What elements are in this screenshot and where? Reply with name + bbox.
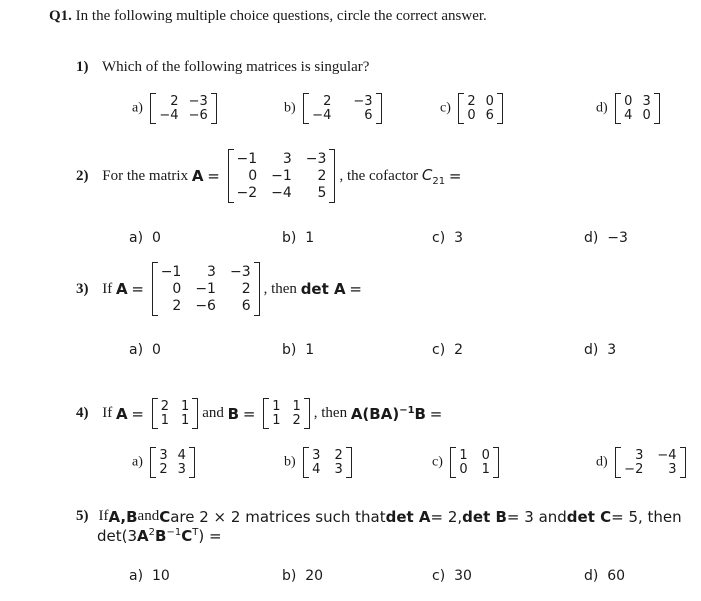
matrix-entry: 3 (668, 462, 677, 477)
matrix-entries (621, 93, 654, 124)
equals: = (131, 280, 144, 298)
question-text: For the matrix (102, 167, 189, 184)
matrix (150, 93, 216, 124)
q2-option-d[interactable]: d) −3 (584, 230, 628, 246)
matrix-entry: 6 (485, 108, 494, 123)
question-text: and (202, 405, 224, 421)
matrix-entry: 0 (624, 94, 633, 109)
matrix-entry: −1 (195, 281, 216, 297)
option-label: c) (440, 100, 451, 116)
q2-option-c[interactable]: c) 3 (432, 230, 463, 246)
question-text: , then (313, 405, 348, 421)
matrix-entry: 2 (292, 413, 301, 428)
matrix-entry: 3 (334, 462, 343, 477)
matrix-entry: 2 (172, 298, 182, 314)
matrix-entry: 6 (241, 298, 251, 314)
question-text: Which of the following matrices is singular? (101, 59, 370, 75)
matrix-entries (621, 447, 679, 478)
q1-option-b[interactable] (284, 93, 386, 124)
question-1 (76, 59, 369, 76)
matrix-entries (156, 447, 189, 478)
matrix-entry: −4 (271, 185, 292, 201)
matrix-entry: −6 (195, 298, 216, 314)
option-label: d) (596, 100, 608, 116)
matrix-entry: 2 (170, 94, 179, 109)
matrix-entry: 4 (624, 108, 633, 123)
question-number: 2) (76, 167, 89, 184)
q1-option-c[interactable] (440, 93, 507, 124)
matrix-entry: −3 (188, 94, 208, 109)
matrix-entries (309, 93, 375, 124)
option-label: a) (132, 100, 143, 116)
matrix-entry: 2 (317, 168, 327, 184)
title-text: In the following multiple choice questions, circle the correct answer. (75, 8, 487, 24)
question-4 (76, 398, 442, 429)
matrix-entries (156, 93, 210, 124)
q5-option-c[interactable]: c) 30 (432, 568, 472, 584)
matrix (458, 93, 503, 124)
matrix-entry: 3 (207, 264, 216, 280)
q1-option-d[interactable] (596, 93, 664, 124)
equals: = (131, 404, 144, 423)
matrix-entry: −2 (624, 462, 644, 477)
question-number: 4) (76, 405, 89, 421)
matrix-entry: −1 (236, 151, 258, 167)
matrix-name: A (116, 280, 128, 298)
matrix-entry: −4 (312, 108, 332, 123)
matrix-entries (158, 262, 254, 316)
matrix-entry: 1 (459, 448, 468, 463)
matrix-entry: 1 (272, 413, 281, 428)
matrix-entries (234, 149, 330, 203)
matrix-entry: 0 (459, 462, 468, 477)
matrix (303, 93, 381, 124)
matrix-entries (158, 398, 193, 429)
matrix-entry: 1 (160, 413, 169, 428)
option-label: b) (284, 100, 296, 116)
matrix-entry: 3 (635, 448, 644, 463)
matrix-entry: 0 (485, 94, 494, 109)
matrix (263, 398, 310, 429)
matrix-entry: 2 (159, 462, 168, 477)
matrix-entry: −4 (657, 448, 677, 463)
matrix-entry: 0 (481, 448, 490, 463)
matrix-entry: 0 (642, 108, 651, 123)
matrix-name: A (191, 167, 204, 185)
equals: = (349, 280, 362, 298)
equals: = (429, 404, 443, 423)
matrix-entry: 6 (364, 108, 373, 123)
matrix-name: B (227, 404, 240, 423)
expression: A(BA)$^{-1}$B (350, 404, 426, 423)
matrix-entry: 2 (160, 399, 169, 414)
q5-option-a[interactable]: a) 10 (129, 568, 170, 584)
question-5-line-2: $\det(3A^2B^{-1}C^T)$ = (97, 527, 222, 545)
matrix (152, 262, 260, 316)
matrix-entry: 3 (312, 448, 321, 463)
matrix-entry: 4 (177, 448, 186, 463)
equals: = (242, 404, 256, 423)
question-text: If (102, 280, 113, 297)
question-text: , the cofactor (339, 167, 419, 184)
matrix (615, 93, 660, 124)
question-2 (76, 149, 461, 203)
matrix-name: A (116, 404, 128, 423)
matrix-entry: −2 (236, 185, 258, 201)
matrix-entry: 3 (159, 448, 168, 463)
matrix-entry: 3 (642, 94, 651, 109)
matrix-entries (269, 398, 304, 429)
matrix-entry: 3 (177, 462, 186, 477)
matrix-entry: 0 (467, 108, 476, 123)
equals: = (448, 167, 462, 185)
instructions-title (49, 8, 487, 25)
matrix-entry: 2 (334, 448, 343, 463)
matrix-entry: −4 (159, 108, 179, 123)
matrix-entry: −6 (188, 108, 208, 123)
matrix-entry: 2 (323, 94, 332, 109)
matrix-entry: −3 (353, 94, 373, 109)
equals: = (207, 167, 220, 185)
matrix-entry: −1 (271, 168, 292, 184)
matrix-entries (456, 447, 493, 478)
matrix-entry: 2 (467, 94, 476, 109)
matrix (152, 398, 199, 429)
matrix-entry: 5 (317, 185, 327, 201)
matrix-entry: −3 (229, 264, 251, 280)
matrix-entry: 0 (248, 168, 258, 184)
q1-option-a[interactable] (132, 93, 221, 124)
q3-option-d[interactable]: d) 3 (584, 342, 617, 358)
q5-option-d[interactable]: d) 60 (584, 568, 626, 584)
q4-option-d[interactable]: d) 3 −4 −2 3 (596, 447, 690, 478)
matrix-entry: 2 (241, 281, 251, 297)
q2-option-a[interactable]: a) 0 (129, 230, 161, 246)
matrix-entry: 1 (180, 413, 190, 428)
q4-option-b[interactable]: b) 3 2 4 3 (284, 447, 356, 478)
q4-option-a[interactable]: a) 3 4 2 3 (132, 447, 199, 478)
q3-option-a[interactable]: a) 0 (129, 342, 161, 358)
q5-option-b[interactable]: b) 20 (282, 568, 324, 584)
question-number: 1) (76, 59, 89, 75)
matrix-entry: 1 (272, 399, 281, 414)
question-number: 5) (76, 508, 89, 524)
det-expression: det A (300, 280, 346, 298)
matrix-entry: −3 (305, 151, 327, 167)
matrix-entry: 4 (312, 462, 321, 477)
question-text: If (102, 405, 113, 421)
question-3 (76, 262, 362, 316)
matrix-entry: 0 (172, 281, 182, 297)
matrix-entry: 1 (292, 399, 301, 414)
q4-option-c[interactable]: c) 1 0 0 1 (432, 447, 503, 478)
question-5-line-1: 5) If A, B and C are 2 × 2 matrices such that det A = 2, det B = 3 and det C = 5, then (76, 508, 682, 526)
q3-option-b[interactable]: b) 1 (282, 342, 315, 358)
matrix-entry: −1 (160, 264, 182, 280)
question-text: , then (263, 280, 297, 297)
question-number: 3) (76, 280, 89, 297)
q3-option-c[interactable]: c) 2 (432, 342, 463, 358)
matrix-entry: 3 (282, 151, 292, 167)
matrix-entry: 1 (481, 462, 490, 477)
matrix (228, 149, 336, 203)
q2-option-b[interactable]: b) 1 (282, 230, 315, 246)
matrix-entries (309, 447, 346, 478)
matrix-entries (464, 93, 497, 124)
matrix-entry: 1 (180, 399, 190, 414)
title-label: Q1. (49, 8, 72, 24)
cofactor: $C_{21}$ (421, 165, 446, 187)
